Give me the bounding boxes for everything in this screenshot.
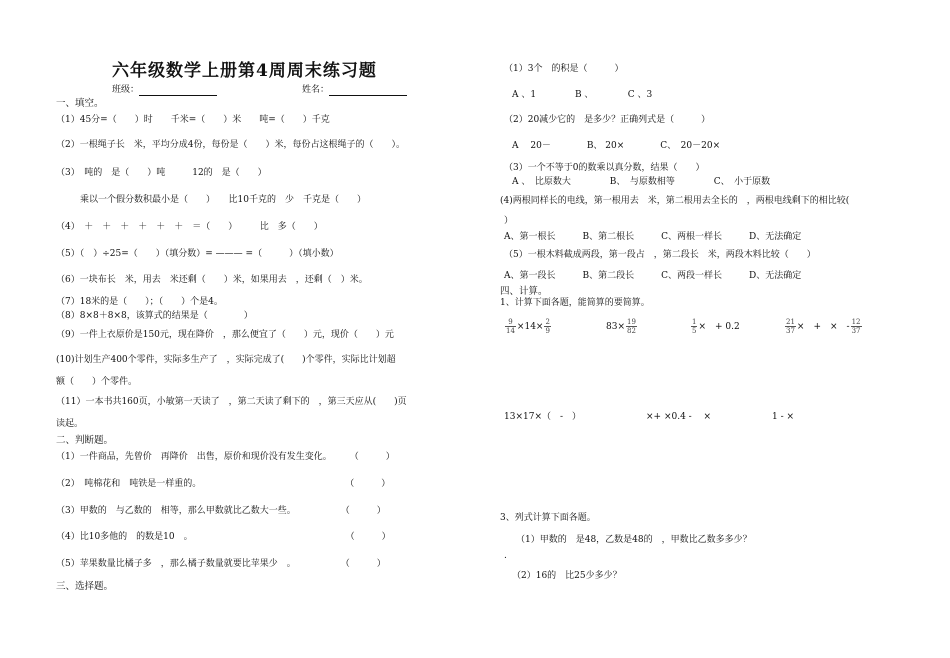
choice-3: （3）一个不等于0的数乘以真分数，结果（ ） bbox=[504, 163, 705, 173]
question-1: （1）45分=（ ）时 千米=（ ）米 吨=（ ）千克 bbox=[56, 115, 330, 125]
name-label: 姓名： bbox=[302, 85, 330, 95]
question-10b: 额（ ）个零件。 bbox=[56, 377, 138, 387]
question-4: （4） ＋ ＋ ＋ ＋ ＋ ＋ ＝（ ） 比 多（ ） bbox=[56, 222, 323, 232]
judge-4: （4）比10多他的 的数是10 。 （ ） bbox=[56, 532, 391, 542]
question-5: （5）（ ）÷25=（ ）（填分数）= ——— =（ ）（填小数） bbox=[56, 249, 339, 259]
calc-instruction-3: 3、列式计算下面各题。 bbox=[500, 513, 596, 523]
question-7: （7）18米的是（ ）；（ ）个是4。 bbox=[56, 297, 223, 307]
question-6: （6）一块布长 米，用去 米还剩（ ）米，如果用去 ，还剩（ ）米。 bbox=[56, 275, 368, 285]
fraction: $\frac{19}{82}$ bbox=[627, 318, 636, 335]
class-field bbox=[112, 84, 217, 96]
section-choice: 三、选择题。 bbox=[56, 581, 114, 592]
choice-2: （2）20减少它的 是多少？正确列式是（ ） bbox=[504, 115, 711, 125]
choice-4b: ） bbox=[504, 216, 514, 226]
question-3a: （3） 吨的 是（ ）吨 12的 是（ ） bbox=[56, 168, 267, 178]
section-judgement: 二、判断题。 bbox=[56, 435, 114, 446]
expr-4: $\frac{21}{37}$ × + × - $\frac{12}{37}$ bbox=[786, 318, 861, 335]
question-10a: (10)计划生产400个零件，实际多生产了 ，实际完成了( )个零件，实际比计划超 bbox=[56, 355, 396, 365]
class-label: 班级： bbox=[112, 85, 140, 95]
choice-5-options: A、第一段长 B、第二段长 C、两段一样长 D、无法确定 bbox=[504, 271, 802, 281]
choice-4-options: A、第一根长 B、第二根长 C、两根一样长 D、无法确定 bbox=[504, 232, 802, 242]
expr-2: 83× $\frac{19}{82}$ bbox=[606, 318, 636, 335]
question-11a: （11）一本书共160页，小敏第一天读了 ，第二天读了剩下的 ，第三天应从( )页 bbox=[56, 397, 407, 407]
expr-5: 13×17×（ - ） bbox=[504, 412, 582, 422]
expr-6: ×+ ×0.4 - × bbox=[646, 412, 712, 422]
choice-5: （5）一根木料截成两段，第一段占 ，第二段长 米，两段木料比较（ ） bbox=[504, 250, 816, 260]
page-title: 六年级数学上册第4周周末练习题 bbox=[112, 61, 377, 81]
fraction: $\frac{9}{14}$ bbox=[506, 318, 515, 335]
fraction: $\frac{2}{9}$ bbox=[545, 318, 550, 335]
question-9: （9）一件上衣原价是150元，现在降价 ，那么便宜了（ ）元，现价（ ）元 bbox=[56, 330, 394, 340]
calc-instruction-1: 1、计算下面各题，能简算的要简算。 bbox=[500, 298, 650, 308]
fraction: $\frac{21}{37}$ bbox=[786, 318, 795, 335]
judge-5: （5）苹果数量比橘子多 ，那么橘子数量就要比苹果少 。 （ ） bbox=[56, 559, 386, 569]
name-blank[interactable] bbox=[329, 85, 407, 96]
question-8: （8）8×8＋8×8，该算式的结果是（ ） bbox=[56, 311, 253, 321]
choice-1: （1）3个 的积是（ ） bbox=[504, 64, 624, 74]
choice-4a: (4)两根同样长的电线，第一根用去 米，第二根用去全长的 ，两根电线剩下的相比较( bbox=[500, 196, 850, 206]
question-3b: 乘以一个假分数积最小是（ ） 比10千克的 少 千克是（ ） bbox=[80, 195, 366, 205]
question-11b: 读起。 bbox=[56, 419, 84, 429]
class-blank[interactable] bbox=[139, 85, 217, 96]
expr-3: $\frac{1}{5}$ × + 0.2 bbox=[692, 318, 740, 335]
expr-1: $\frac{9}{14}$ ×14× $\frac{2}{9}$ bbox=[506, 318, 550, 335]
name-field bbox=[302, 84, 407, 96]
judge-1: （1）一件商品，先曾价 再降价 出售，原价和现价没有发生变化。 （ ） bbox=[56, 452, 395, 462]
section-fill-blank: 一、填空。 bbox=[56, 98, 104, 109]
fraction: $\frac{1}{5}$ bbox=[692, 318, 697, 335]
choice-3-options: A 、 比原数大 B、 与原数相等 C、 小于原数 bbox=[512, 177, 771, 187]
section-calculation: 四、计算。 bbox=[500, 286, 548, 297]
stray-dot: . bbox=[504, 551, 507, 561]
choice-2-options: A 20－ B、 20× C、 20－20× bbox=[512, 141, 721, 151]
judge-2: （2） 吨棉花和 吨铁是一样重的。 （ ） bbox=[56, 479, 391, 489]
word-problem-1: （1）甲数的 是48，乙数是48的 ，甲数比乙数多多少？ bbox=[516, 535, 752, 545]
choice-1-options: A 、1 B 、 C 、3 bbox=[512, 90, 653, 100]
judge-3: （3）甲数的 与乙数的 相等，那么甲数就比乙数大一些。 （ ） bbox=[56, 506, 386, 516]
expr-7: 1 - × bbox=[772, 412, 795, 422]
fraction: $\frac{12}{37}$ bbox=[851, 318, 861, 335]
question-2: （2）一根绳子长 米，平均分成4份，每份是（ ）米，每份占这根绳子的（ ）。 bbox=[56, 140, 405, 150]
word-problem-2: （2）16的 比25少多少？ bbox=[512, 571, 622, 581]
